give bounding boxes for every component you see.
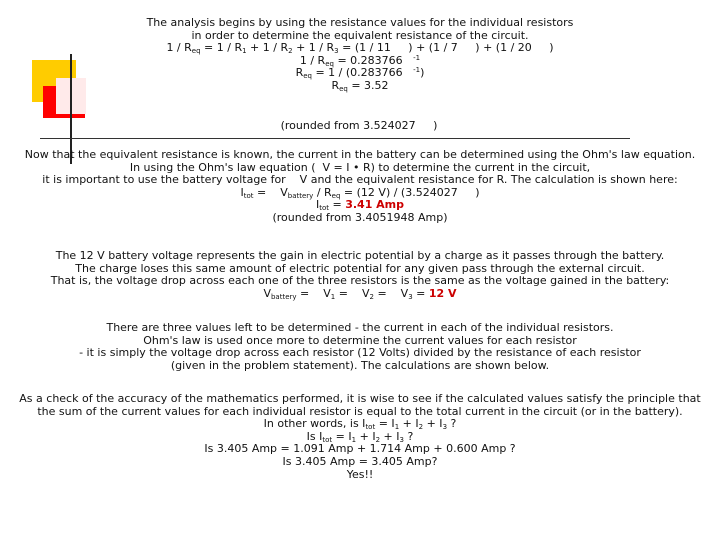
total-current-section — [0, 149, 720, 225]
equation-line: In other words, is $I_{tot} = I_1 + I_2 + I_3$ ? — [263, 417, 457, 432]
individual-currents-section — [0, 322, 720, 372]
equation-line: $I_{tot} = 3.41$ Amp — [315, 198, 405, 213]
text-line: The analysis begins by using the resistance values for the individual resistors — [146, 16, 574, 29]
text-line: Is 3.405 Amp = 1.091 Amp + 1.714 Amp + 0.600 Amp ? — [204, 442, 516, 456]
text-line: As a check of the accuracy of the mathematics performed, it is wise to see if the calculated values satisfy the principle that — [19, 392, 701, 405]
rounded-note: (rounded from 3.524027 ) — [280, 119, 438, 132]
equivalent-resistance-section — [0, 17, 720, 93]
text-line: Ohm's law is used once more to determine the current values for each resistor — [143, 333, 577, 347]
equation-line: $R_{eq} = 1 / (0.283766$ $^{-1}$) — [295, 66, 425, 81]
voltage-result: 12 V — [428, 286, 457, 300]
text-line: There are three values left to be determined - the current in each of the individual resistors. — [106, 321, 614, 334]
accuracy-check-section — [0, 393, 720, 481]
text-line: That is, the voltage drop across each one of the three resistors is the same as the voltage gained in the battery: — [50, 274, 670, 288]
text-line: Now that the equivalent resistance is known, the current in the battery can be determined using the Ohm's law equation. — [24, 148, 696, 161]
equation-line: Is $I_{tot} = I_1 + I_2 + I_3$ ? — [306, 429, 414, 444]
equation-line: $1 / R_{eq} = 1 / R_1 + 1 / R_2 + 1 / R_3 = (1 / 11$ ) + (1 / 7 ) + (1 / 20 ) — [166, 41, 554, 56]
text-line: Is 3.405 Amp = 3.405 Amp? — [282, 454, 438, 468]
text-line: the sum of the current values for each individual resistor is equal to the total current in the circuit (or in the battery). — [37, 404, 683, 418]
text-line: Yes!! — [346, 467, 374, 481]
equation-line: $R_{eq} = 3.52$ — [331, 78, 389, 93]
equation-line: $V_{battery}$ = $V_1$ = $V_2$ = $V_3 = 12$ V — [263, 286, 457, 301]
text-line: The 12 V battery voltage represents the gain in electric potential by a charge as it passes through the battery. — [55, 249, 665, 262]
total-current-result: 3.41 Amp — [345, 198, 405, 212]
voltage-drop-section — [0, 250, 720, 300]
equation-line: $I_{tot}$ = $V_{battery} / R_{eq} = (12$ V) / (3.524027 ) — [240, 185, 480, 200]
text-line: In using the Ohm's law equation ( V = I • R) to determine the current in the circuit, — [129, 160, 591, 174]
text-line: (rounded from 3.4051948 Amp) — [272, 210, 448, 224]
text-line: in order to determine the equivalent resistance of the circuit. — [191, 28, 529, 42]
decor-horizontal-line — [40, 138, 630, 139]
equation-line: $1 / R_{eq} = 0.283766$ $^{-1}$ — [299, 53, 421, 68]
text-line: it is important to use the battery voltage for V and the equivalent resistance for R. The calculation is shown here: — [42, 173, 678, 187]
text-line: (given in the problem statement). The calculations are shown below. — [170, 358, 550, 372]
text-line: - it is simply the voltage drop across each resistor (12 Volts) divided by the resistance of each resistor — [79, 346, 641, 360]
text-line: The charge loses this same amount of electric potential for any given pass through the external circuit. — [75, 261, 645, 275]
